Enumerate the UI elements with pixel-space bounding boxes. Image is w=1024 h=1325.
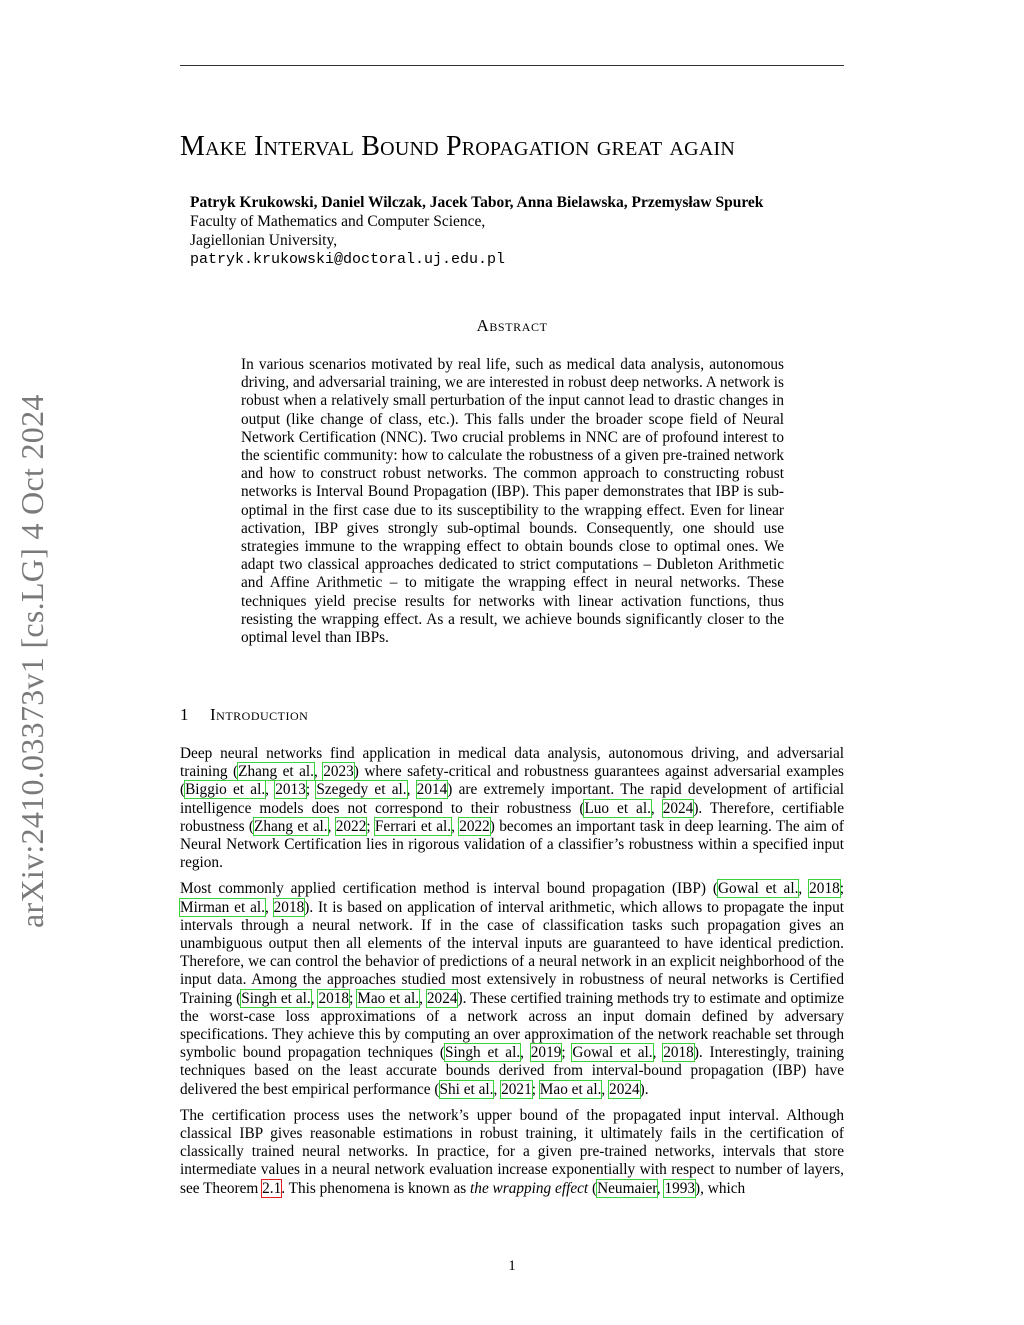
paper-title: Make Interval Bound Propagation great again — [180, 131, 735, 162]
page-number: 1 — [508, 1258, 516, 1274]
citation-year-link[interactable]: 2021 — [501, 1080, 532, 1098]
affiliation-faculty: Faculty of Mathematics and Computer Science, — [190, 213, 486, 230]
citation-link[interactable]: Zhang et al. — [238, 763, 314, 781]
citation-link[interactable]: Singh et al. — [241, 989, 311, 1007]
author-names: Patryk Krukowski, Daniel Wilczak, Jacek Tabor, Anna Bielawska, Przemysław Spurek — [190, 194, 764, 211]
affiliation-university: Jagiellonian University, — [190, 232, 338, 249]
citation-link[interactable]: Gowal et al. — [572, 1044, 653, 1062]
citation-year-link[interactable]: 2022 — [335, 817, 367, 835]
citation-year-link[interactable]: 2024 — [609, 1080, 640, 1098]
citation-link[interactable]: Neumaier — [597, 1179, 657, 1197]
theorem-reference-link[interactable]: 2.1 — [262, 1179, 282, 1197]
section-title: Introduction — [210, 705, 309, 724]
citation-year-link[interactable]: 2022 — [459, 817, 490, 835]
citation-link[interactable]: Zhang et al. — [254, 817, 328, 835]
citation-link[interactable]: Singh et al. — [445, 1044, 521, 1062]
citation-year-link[interactable]: 2018 — [318, 989, 350, 1007]
citation-year-link[interactable]: 2024 — [426, 989, 458, 1007]
emphasized-term: the wrapping effect — [470, 1179, 589, 1197]
citation-year-link[interactable]: 2018 — [663, 1044, 694, 1062]
citation-link[interactable]: Mao et al. — [539, 1080, 602, 1098]
author-email[interactable]: patryk.krukowski@doctoral.uj.edu.pl — [190, 251, 506, 268]
citation-year-link[interactable]: 2018 — [273, 898, 305, 916]
citation-link[interactable]: Mirman et al. — [180, 898, 265, 916]
citation-year-link[interactable]: 2014 — [416, 781, 448, 799]
paragraph-3: The certification process uses the network’s upper bound of the propagated input interval. Although classical IBP gives reasonable estimations in robust training, it ultimately fails in the certification of classically trained neural networks. In practice, for a given pre-trained networks, intervals that store intermediate values in a neural network evaluation increase exponentially with respect to number of layers, see Theorem 2.1. This phenomena is known as the wrapping effect (Neumaier, 1993), which — [180, 1106, 844, 1197]
citation-year-link[interactable]: 2023 — [323, 763, 354, 781]
citation-link[interactable]: Szegedy et al. — [316, 781, 407, 799]
citation-link[interactable]: Gowal et al. — [717, 880, 799, 898]
citation-link[interactable]: Mao et al. — [357, 989, 420, 1007]
author-block — [190, 193, 850, 269]
top-rule — [180, 65, 844, 66]
introduction-body — [180, 745, 844, 1206]
section-heading-introduction — [180, 705, 308, 725]
citation-year-link[interactable]: 2018 — [809, 880, 840, 898]
arxiv-identifier-stamp: arXiv:2410.03373v1 [cs.LG] 4 Oct 2024 — [14, 394, 50, 928]
abstract-text: In various scenarios motivated by real life, such as medical data analysis, autonomous driving, and adversarial training, we are interested in robust deep networks. A network is robust when a relatively small perturbation of the input cannot lead to drastic changes in output (like change of class, etc.). This falls under the broader scope field of Neural Network Certification (NNC). Two crucial problems in NNC are of profound interest to the scientific community: how to calculate the robustness of a given pre-trained network and how to construct robust networks. The common approach to constructing robust networks is Interval Bound Propagation (IBP). This paper demonstrates that IBP is sub-optimal in the first case due to its susceptibility to the wrapping effect. Even for linear activation, IBP gives strongly sub-optimal bounds. Consequently, one should use strategies immune to the wrapping effect to obtain bounds close to optimal ones. We adapt two classical approaches dedicated to strict computations – Dubleton Arithmetic and Affine Arithmetic – to mitigate the wrapping effect in neural networks. These techniques yield precise results for networks with linear activation functions, thus resisting the wrapping effect. As a result, we achieve bounds significantly closer to the optimal level than IBPs. — [241, 356, 784, 647]
citation-year-link[interactable]: 1993 — [664, 1179, 696, 1197]
citation-link[interactable]: Ferrari et al. — [374, 817, 452, 835]
paragraph-2: Most commonly applied certification method is interval bound propagation (IBP) (Gowal et al., 2018; Mirman et al., 2018). It is based on application of interval arithmetic, which allows to propagate the input intervals through a neural network. If in the case of classification tasks such propagation gives an unambiguous output then all elements of the interval inputs are guaranteed to have identical prediction. Therefore, we can control the behavior of predictions of a neural network in an explicit neighborhood of the input data. Among the approaches studied most extensively in robustness of neural networks is Certified Training (Singh et al., 2018; Mao et al., 2024). These certified training methods try to estimate and optimize the worst-case loss approximations of a network across an input domain defined by adversary specifications. They achieve this by computing an over approximation of the network reachable set through symbolic bound propagation techniques (Singh et al., 2019; Gowal et al., 2018). Interestingly, training techniques based on the least accurate bounds derived from interval-bound propagation (IBP) have delivered the best empirical performance (Shi et al., 2021; Mao et al., 2024). — [180, 880, 845, 1098]
paragraph-1: Deep neural networks find application in medical data analysis, autonomous driving, and adversarial training (Zhang et al., 2023) where safety-critical and robustness guarantees against adversarial examples (Biggio et al., 2013; Szegedy et al., 2014) are extremely important. The rapid development of artificial intelligence models does not correspond to their robustness (Luo et al., 2024). Therefore, certifiable robustness (Zhang et al., 2022; Ferrari et al., 2022) becomes an important task in deep learning. The aim of Neural Network Certification lies in rigorous validation of a classifier’s robustness within a specified input region. — [180, 745, 844, 872]
citation-year-link[interactable]: 2024 — [662, 799, 694, 817]
citation-year-link[interactable]: 2013 — [275, 781, 306, 799]
citation-link[interactable]: Shi et al. — [439, 1080, 494, 1098]
section-number: 1 — [180, 705, 189, 724]
abstract-heading: Abstract — [476, 316, 548, 335]
citation-link[interactable]: Biggio et al. — [185, 781, 266, 799]
citation-link[interactable]: Luo et al. — [584, 799, 651, 817]
citation-year-link[interactable]: 2019 — [530, 1044, 562, 1062]
